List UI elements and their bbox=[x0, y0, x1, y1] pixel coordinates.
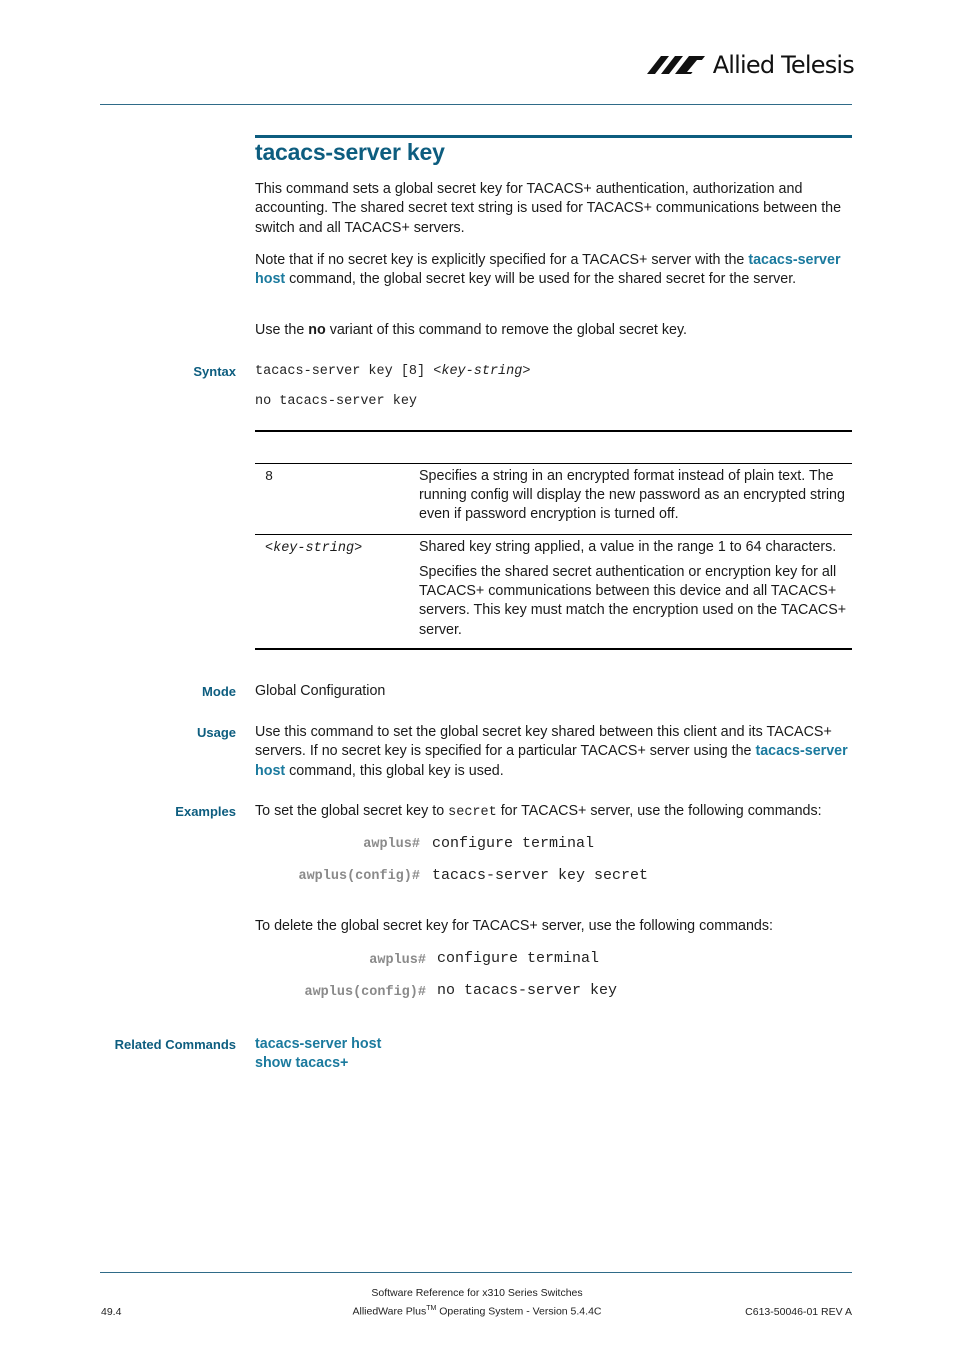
param-key-string-prefix: < bbox=[265, 541, 274, 556]
allied-telesis-logo-mark-icon bbox=[647, 54, 709, 76]
example-2-prompt-1: awplus# bbox=[369, 953, 426, 968]
logo-wordmark: Allied Telesis bbox=[712, 51, 854, 79]
intro-paragraph-2 bbox=[255, 251, 852, 290]
example-2-prompt-2: awplus(config)# bbox=[304, 985, 426, 1000]
tacacs-server-host-link[interactable]: tacacs-server host bbox=[255, 252, 841, 288]
param-key-string-description-1: Shared key string applied, a value in the range 1 to 64 characters. bbox=[419, 539, 837, 555]
examples-intro-1-text-end: for TACACS+ server, use the following commands: bbox=[496, 803, 822, 819]
table-bottom-rule bbox=[255, 648, 852, 650]
table-top-rule bbox=[255, 430, 852, 432]
syntax-label: Syntax bbox=[193, 364, 236, 379]
title-bar bbox=[255, 135, 852, 138]
footer-version: Operating System - Version 5.4.4C bbox=[436, 1305, 602, 1318]
param-8: 8 bbox=[265, 470, 274, 485]
page-title: tacacs-server key bbox=[255, 139, 445, 165]
usage-paragraph bbox=[255, 723, 852, 781]
syntax-line-1-prefix: tacacs-server key [8] < bbox=[255, 364, 442, 379]
header-rule bbox=[100, 104, 852, 105]
intro-p2-text-end: command, the global secret key will be used for the shared secret for the server. bbox=[285, 271, 797, 288]
example-1-command-2: tacacs-server key secret bbox=[432, 867, 649, 884]
table-row-rule bbox=[255, 534, 852, 535]
examples-intro-1 bbox=[255, 802, 852, 822]
intro-paragraph-1: This command sets a global secret key for TACACS+ authentication, authorization and accounting. The shared secret text string is used for TACACS+ communications between the switch and all TACACS+ servers. bbox=[255, 181, 842, 236]
intro-p2-text: Note that if no secret key is explicitly specified for a TACACS+ server with the bbox=[255, 252, 749, 268]
related-link-show-tacacs[interactable]: show tacacs+ bbox=[255, 1055, 349, 1071]
intro-paragraph-3 bbox=[255, 321, 852, 340]
param-key-string-description-2: Specifies the shared secret authentication or encryption key for all TACACS+ communications between this device and all TACACS+ servers. This key must match the encryption used on the TACACS+ server. bbox=[419, 564, 847, 638]
param-key-string bbox=[265, 539, 362, 558]
mode-label: Mode bbox=[202, 684, 236, 699]
mode-text: Global Configuration bbox=[255, 683, 386, 699]
param-key-string-suffix: > bbox=[354, 541, 363, 556]
page-number: 49.4 bbox=[101, 1306, 122, 1318]
examples-label: Examples bbox=[175, 804, 236, 819]
param-key-string-name: key-string bbox=[273, 541, 355, 556]
usage-label: Usage bbox=[196, 725, 236, 740]
example-2-command-2: no tacacs-server key bbox=[437, 982, 618, 999]
syntax-line-2: no tacacs-server key bbox=[255, 394, 418, 409]
allied-telesis-logo bbox=[647, 52, 854, 78]
footer-doc-title: Software Reference for x310 Series Switches bbox=[371, 1287, 583, 1299]
example-1-command-1: configure terminal bbox=[432, 835, 595, 852]
example-1-prompt-1: awplus# bbox=[363, 837, 420, 852]
footer-trademark: TM bbox=[426, 1305, 437, 1312]
example-1-prompt-2: awplus(config)# bbox=[298, 869, 420, 884]
syntax-key-string-param: key-string bbox=[441, 364, 523, 379]
example-2-command-1: configure terminal bbox=[437, 950, 600, 967]
examples-intro-1-text: To set the global secret key to bbox=[255, 803, 449, 819]
syntax-line-1-suffix: > bbox=[522, 364, 531, 379]
document-id: C613-50046-01 REV A bbox=[745, 1306, 852, 1318]
usage-tacacs-server-host-link[interactable]: tacacs-server host bbox=[255, 743, 848, 779]
related-link-tacacs-server-host[interactable]: tacacs-server host bbox=[255, 1036, 382, 1052]
footer-product: AlliedWare Plus bbox=[352, 1305, 427, 1318]
no-keyword: no bbox=[308, 322, 326, 338]
intro-p3-text-end: variant of this command to remove the global secret key. bbox=[325, 322, 688, 338]
param-8-description: Specifies a string in an encrypted format instead of plain text. The running config will display the new password as an encrypted string even if password encryption is turned off. bbox=[419, 468, 845, 523]
usage-text: Use this command to set the global secret key shared between this client and its TACACS+ servers. If no secret key is specified for a particular TACACS+ server using the bbox=[255, 724, 832, 760]
intro-p3-text: Use the bbox=[255, 322, 309, 338]
usage-text-end: command, this global key is used. bbox=[285, 762, 504, 779]
related-commands-label: Related Commands bbox=[114, 1037, 236, 1052]
table-header-rule bbox=[255, 463, 852, 464]
syntax-line-1 bbox=[255, 364, 530, 379]
examples-intro-2: To delete the global secret key for TACACS+ server, use the following commands: bbox=[255, 918, 773, 934]
footer-rule bbox=[100, 1272, 852, 1273]
examples-secret-code: secret bbox=[448, 805, 497, 820]
